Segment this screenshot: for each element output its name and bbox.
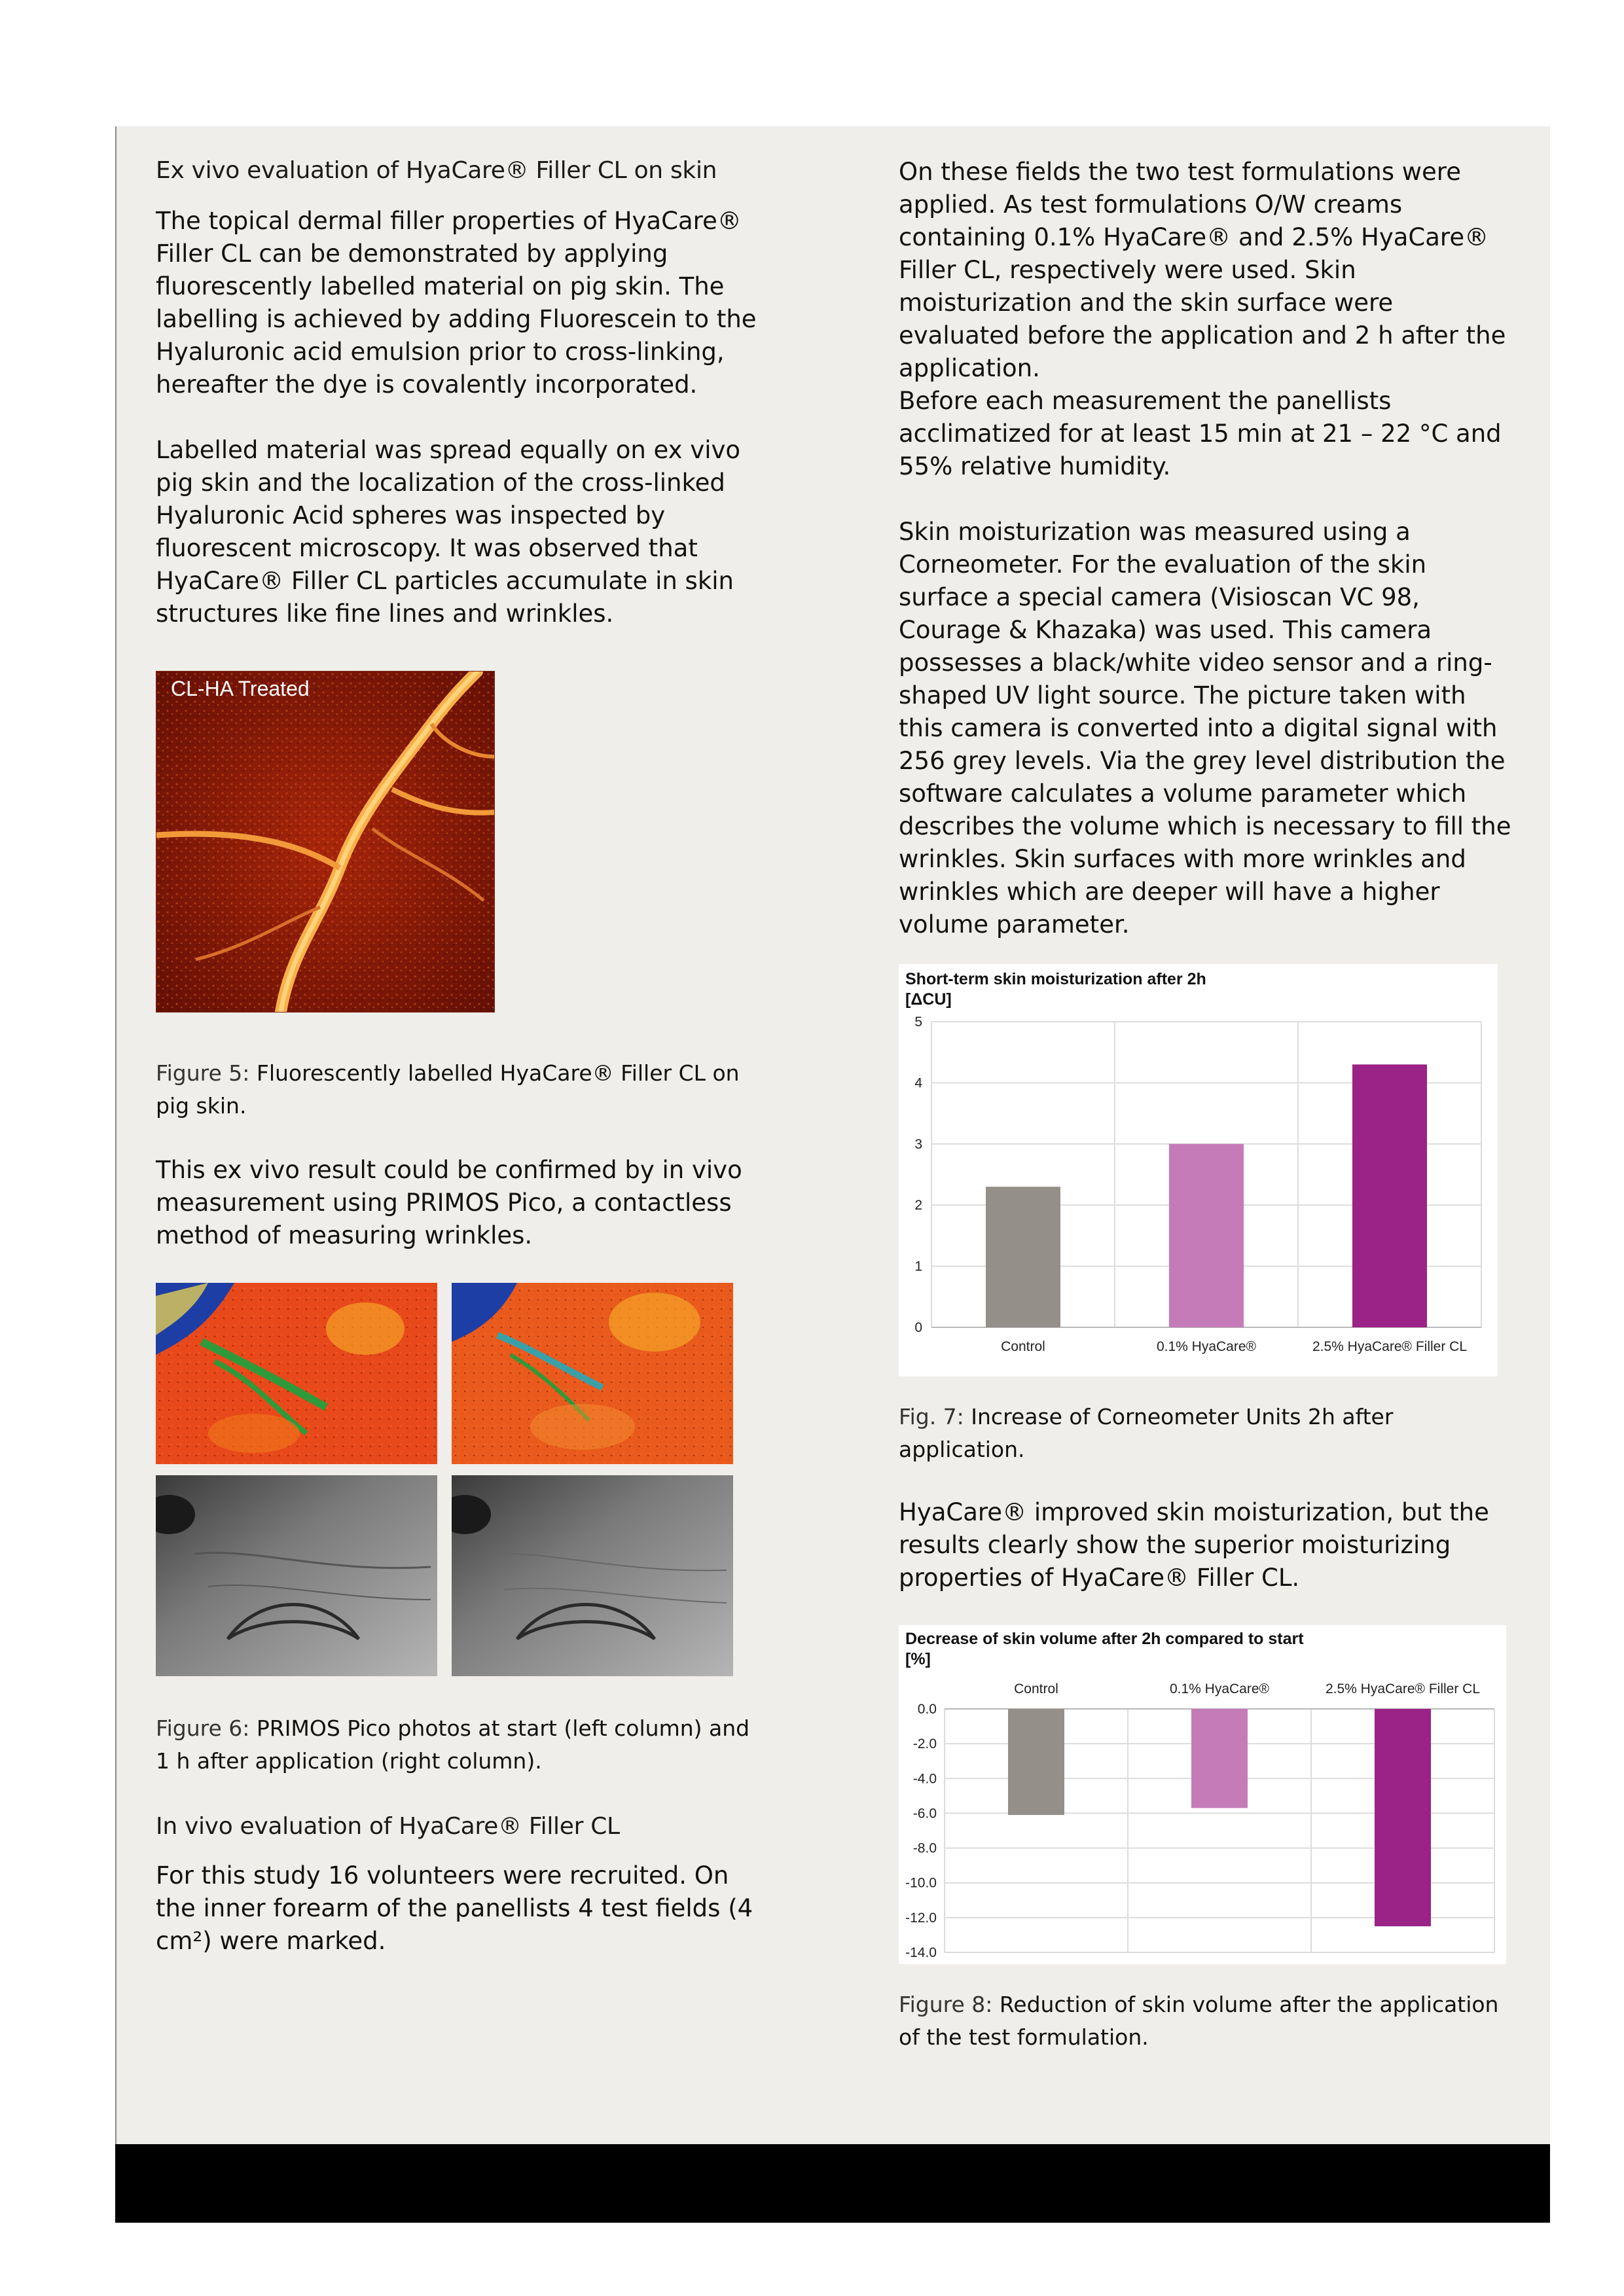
bar-1: [1008, 1709, 1064, 1815]
x-tick-label: 0.1% HyaCare®: [1156, 1339, 1257, 1354]
y-tick-label: 0: [914, 1320, 922, 1335]
bar-2: [1169, 1144, 1244, 1327]
y-tick-label: -10.0: [905, 1875, 937, 1891]
heading-in-vivo: In vivo evaluation of HyaCare® Filler CL: [156, 1813, 620, 1840]
figure-7-caption: [899, 1401, 1514, 1466]
figure-7-label: Fig. 7:: [899, 1404, 964, 1429]
fluorescent-image-graphic: [156, 672, 494, 1012]
y-tick-label: -6.0: [912, 1806, 937, 1821]
chart-skin-volume: [899, 1625, 1506, 1964]
y-tick-label: 3: [914, 1136, 922, 1152]
figure-6-caption: [156, 1712, 765, 1778]
y-tick-label: -2.0: [912, 1736, 937, 1752]
y-tick-label: 1: [914, 1259, 922, 1274]
primos-photo-start: [156, 1475, 437, 1676]
figure-6-label: Figure 6:: [156, 1715, 250, 1741]
paragraph-test-formulations: On these fields the two test formulations were applied. As test formulations O/W creams containing 0.1% HyaCare® and 2.5% HyaCare® Filler CL, respectively were used. Skin moisturization and the skin surface were evaluated before the application and 2 h after the application.: [899, 158, 1506, 382]
x-tick-label: Control: [1001, 1339, 1045, 1354]
chart-2-title: Decrease of skin volume after 2h compared to start: [905, 1630, 1304, 1648]
figure-5-label: Figure 5:: [156, 1060, 250, 1086]
y-tick-label: 2: [914, 1198, 922, 1213]
skin-photo-graphic-after: [452, 1475, 733, 1676]
figure-5-text: Fluorescently labelled HyaCare® Filler CL on pig skin.: [156, 1060, 740, 1119]
height-map-graphic-after: [452, 1283, 733, 1464]
paragraph-ex-vivo-intro: The topical dermal filler properties of HyaCare® Filler CL can be demonstrated by applying fluorescently labelled material on pig skin. The labelling is achieved by adding Fluorescein to the Hyaluronic acid emulsion prior to cross-linking, hereafter the dye is covalently incorporated.: [156, 207, 757, 399]
y-tick-label: 4: [914, 1075, 922, 1091]
bar-3: [1352, 1064, 1427, 1327]
chart-2-ylabel: [%]: [905, 1650, 931, 1668]
y-tick-label: 5: [914, 1014, 922, 1030]
x-tick-label: 0.1% HyaCare®: [1169, 1681, 1270, 1696]
bar-2: [1191, 1709, 1248, 1808]
y-tick-label: 0.0: [917, 1702, 937, 1717]
chart-2-plot: [899, 1625, 1506, 1964]
figure-8-caption: [899, 1988, 1514, 2054]
heading-ex-vivo: Ex vivo evaluation of HyaCare® Filler CL on skin: [156, 157, 717, 184]
paragraph-volunteers: For this study 16 volunteers were recruited. On the inner forearm of the panellists 4 test fields (4 cm²) were marked.: [156, 1861, 753, 1955]
chart-1-title: Short-term skin moisturization after 2h: [905, 970, 1206, 988]
paragraph-corneometer-method: Skin moisturization was measured using a Corneometer. For the evaluation of the skin surface a special camera (Visioscan VC 98, Courage & Khazaka) was used. This camera possesses a black/white video sensor and a ring-shaped UV light source. The picture taken with this camera is converted into a digital signal with 256 grey levels. Via the grey level distribution the software calculates a volume parameter which describes the volume which is necessary to fill the wrinkles. Skin surfaces with more wrinkles and wrinkles which are deeper will have a higher volume parameter.: [899, 518, 1511, 939]
primos-height-map-after: [452, 1283, 733, 1464]
bar-1: [986, 1187, 1060, 1327]
y-tick-label: -14.0: [905, 1945, 937, 1960]
primos-height-map-start: [156, 1283, 437, 1464]
x-tick-label: 2.5% HyaCare® Filler CL: [1312, 1339, 1468, 1354]
fluorescent-microscopy-image: [156, 671, 495, 1013]
bar-3: [1375, 1709, 1431, 1926]
x-tick-label: Control: [1014, 1681, 1058, 1696]
chart-1-ylabel: [ΔCU]: [905, 990, 952, 1009]
primos-photo-after: [452, 1475, 733, 1676]
figure-7-text: Increase of Corneometer Units 2h after application.: [899, 1404, 1394, 1462]
figure-5-caption: [156, 1057, 765, 1122]
chart-moisturization: [899, 964, 1498, 1376]
height-map-graphic-start: [156, 1283, 437, 1464]
figure-8-text: Reduction of skin volume after the application of the test formulation.: [899, 1992, 1499, 2050]
y-tick-label: -8.0: [912, 1840, 937, 1856]
paragraph-in-vivo-confirm: This ex vivo result could be confirmed by in vivo measurement using PRIMOS Pico, a contactless method of measuring wrinkles.: [156, 1156, 742, 1249]
paragraph-acclimatization: Before each measurement the panellists acclimatized for at least 15 min at 21 – 22 °C and 55% relative humidity.: [899, 387, 1502, 480]
figure-6-text: PRIMOS Pico photos at start (left column) and 1 h after application (right column).: [156, 1715, 750, 1774]
y-tick-label: -4.0: [912, 1771, 937, 1787]
paragraph-labelled-material: Labelled material was spread equally on ex vivo pig skin and the localization of the cross-linked Hyaluronic Acid spheres was inspected by fluorescent microscopy. It was observed that HyaCare® Filler CL particles accumulate in skin structures like fine lines and wrinkles.: [156, 436, 741, 628]
image-label: CL-HA Treated: [171, 677, 310, 700]
y-tick-label: -12.0: [905, 1910, 937, 1926]
chart-1-plot: [899, 964, 1498, 1376]
skin-photo-graphic-start: [156, 1475, 437, 1676]
x-tick-label: 2.5% HyaCare® Filler CL: [1325, 1681, 1481, 1696]
paragraph-moisturization-result: HyaCare® improved skin moisturization, but the results clearly show the superior moisturizing properties of HyaCare® Filler CL.: [899, 1498, 1489, 1592]
figure-8-label: Figure 8:: [899, 1992, 993, 2017]
footer-bar: [115, 2144, 1550, 2223]
